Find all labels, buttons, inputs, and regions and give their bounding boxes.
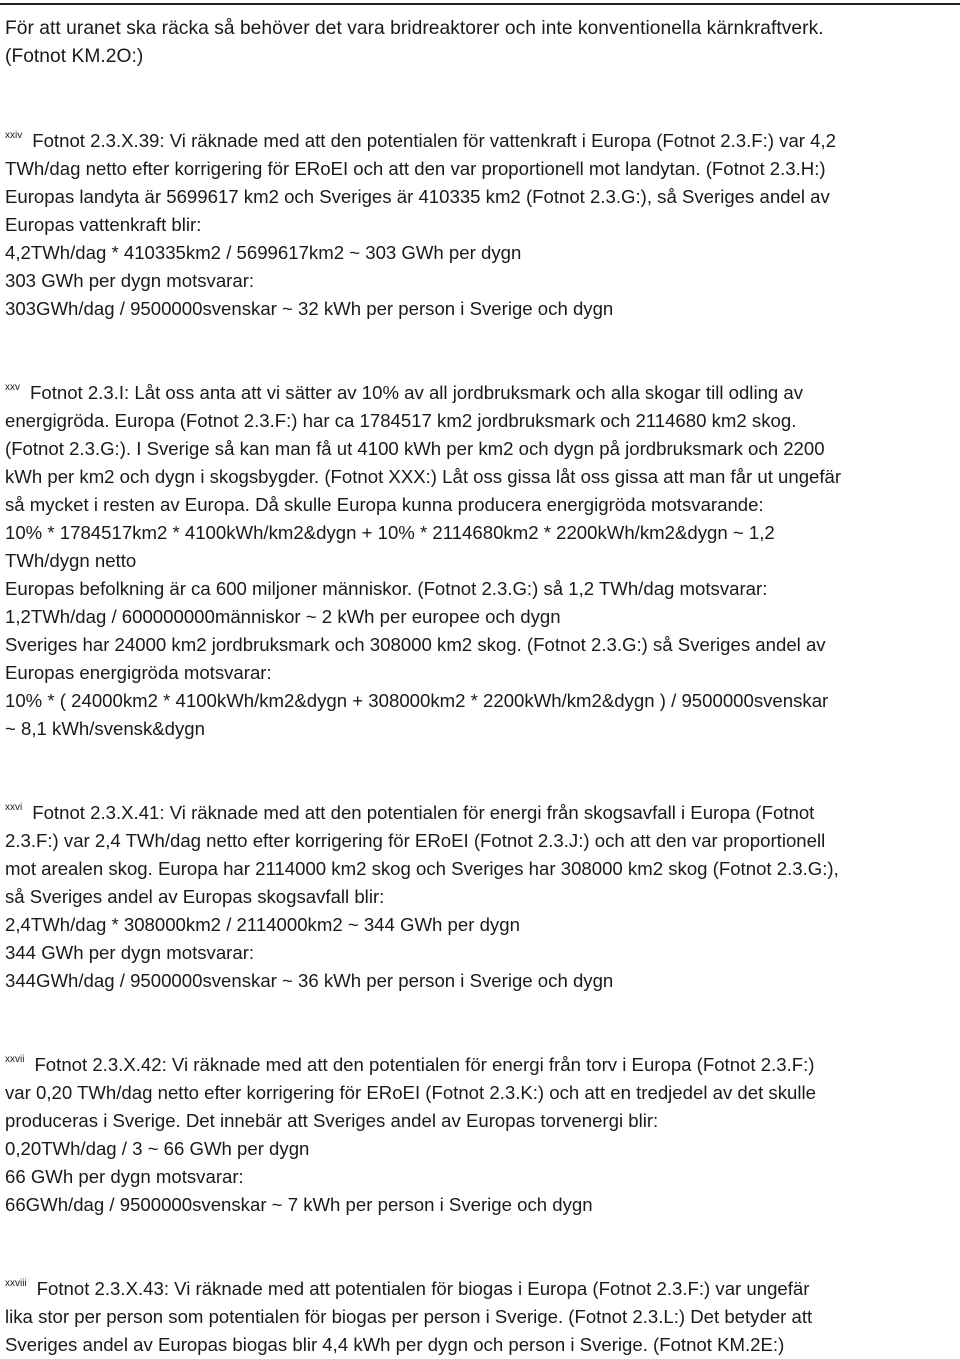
footnote-line: 4,2TWh/dag * 410335km2 / 5699617km2 ~ 303 GWh per dygn [5,242,522,263]
footnote-line: mot arealen skog. Europa har 2114000 km2 skog och Sveriges har 308000 km2 skog (Fotnot 2.3.G:), [5,858,839,879]
footnote-line: ~ 8,1 kWh/svensk&dygn [5,718,205,739]
footnote-line: så mycket i resten av Europa. Då skulle Europa kunna producera energigröda motsvarande: [5,494,764,515]
footnote-xxvii [5,1051,955,1219]
footnote-line: 303 GWh per dygn motsvarar: [5,270,255,291]
footnote-line: lika stor per person som potentialen för biogas per person i Sverige. (Fotnot 2.3.L:) Det betyder att [5,1306,813,1327]
footnote-xxv [5,379,955,743]
footnote-line [5,127,955,155]
footnote-line [5,1051,955,1079]
footnote-text: Fotnot 2.3.X.39: Vi räknade med att den potentialen för vattenkraft i Europa (Fotnot 2.3.F:) var 4,2 [32,130,837,151]
footnote-line: 344 GWh per dygn motsvarar: [5,942,255,963]
footnote-line: 1,2TWh/dag / 600000000människor ~ 2 kWh per europee och dygn [5,606,561,627]
document-page [5,15,955,1359]
top-rule [0,3,960,5]
footnote-text: Fotnot 2.3.I: Låt oss anta att vi sätter av 10% av all jordbruksmark och alla skogar till odling av [30,382,804,403]
footnote-line: 66GWh/dag / 9500000svenskar ~ 7 kWh per person i Sverige och dygn [5,1194,593,1215]
footnote-line: Europas vattenkraft blir: [5,214,202,235]
footnote-line: produceras i Sverige. Det innebär att Sveriges andel av Europas torvenergi blir: [5,1110,659,1131]
footnote-line: 2,4TWh/dag * 308000km2 / 2114000km2 ~ 344 GWh per dygn [5,914,520,935]
footnote-line: (Fotnot 2.3.G:). I Sverige så kan man få ut 4100 kWh per km2 och dygn på jordbruksmark och 2200 [5,438,825,459]
footnote-xxvi [5,799,955,995]
footnote-line [5,799,955,827]
footnote-line: kWh per km2 och dygn i skogsbygder. (Fotnot XXX:) Låt oss gissa låt oss gissa att man får ut ungefär [5,466,842,487]
footnote-line: var 0,20 TWh/dag netto efter korrigering för ERoEI (Fotnot 2.3.K:) och att en tredjedel av det skulle [5,1082,816,1103]
intro-line: För att uranet ska räcka så behöver det vara bridreaktorer och inte konventionella kärnkraftverk. [5,18,824,39]
footnote-line: energigröda. Europa (Fotnot 2.3.F:) har ca 1784517 km2 jordbruksmark och 2114680 km2 skog. [5,410,797,431]
footnote-line: 0,20TWh/dag / 3 ~ 66 GWh per dygn [5,1138,310,1159]
footnote-xxiv [5,127,955,323]
footnote-line: 66 GWh per dygn motsvarar: [5,1166,244,1187]
footnote-text: Fotnot 2.3.X.41: Vi räknade med att den potentialen för energi från skogsavfall i Europa (Fotnot [32,802,815,823]
footnote-xxviii [5,1275,955,1359]
footnote-marker: xxv [5,382,20,393]
footnote-line: så Sveriges andel av Europas skogsavfall blir: [5,886,385,907]
footnote-line [5,379,955,407]
footnote-line: Europas landyta är 5699617 km2 och Sveriges är 410335 km2 (Fotnot 2.3.G:), så Sveriges andel av [5,186,830,207]
footnote-line: Sveriges andel av Europas biogas blir 4,4 kWh per dygn och person i Sverige. (Fotnot KM.2E:) [5,1334,785,1355]
footnote-marker: xxviii [5,1278,27,1289]
footnote-line: 344GWh/dag / 9500000svenskar ~ 36 kWh per person i Sverige och dygn [5,970,614,991]
footnote-line: Europas befolkning är ca 600 miljoner människor. (Fotnot 2.3.G:) så 1,2 TWh/dag motsvarar: [5,578,768,599]
footnote-marker: xxvi [5,802,23,813]
footnote-line: TWh/dygn netto [5,550,137,571]
intro-paragraph [5,15,955,71]
footnote-text: Fotnot 2.3.X.43: Vi räknade med att potentialen för biogas i Europa (Fotnot 2.3.F:) var ungefär [36,1278,810,1299]
footnote-text: Fotnot 2.3.X.42: Vi räknade med att den potentialen för energi från torv i Europa (Fotnot 2.3.F:) [34,1054,815,1075]
footnote-line: 2.3.F:) var 2,4 TWh/dag netto efter korrigering för ERoEI (Fotnot 2.3.J:) och att den var proportionell [5,830,826,851]
footnote-line: TWh/dag netto efter korrigering för ERoEI och att den var proportionell mot landytan. (Fotnot 2.3.H:) [5,158,826,179]
footnote-line: Europas energigröda motsvarar: [5,662,272,683]
footnote-marker: xxiv [5,130,23,141]
footnote-line: Sveriges har 24000 km2 jordbruksmark och 308000 km2 skog. (Fotnot 2.3.G:) så Sveriges andel av [5,634,826,655]
footnote-line: 10% * ( 24000km2 * 4100kWh/km2&dygn + 308000km2 * 2200kWh/km2&dygn ) / 9500000svenskar [5,690,829,711]
footnote-line [5,1275,955,1303]
intro-line: (Fotnot KM.2O:) [5,46,144,67]
footnote-line: 303GWh/dag / 9500000svenskar ~ 32 kWh per person i Sverige och dygn [5,298,614,319]
footnote-marker: xxvii [5,1054,25,1065]
footnote-line: 10% * 1784517km2 * 4100kWh/km2&dygn + 10% * 2114680km2 * 2200kWh/km2&dygn ~ 1,2 [5,522,775,543]
